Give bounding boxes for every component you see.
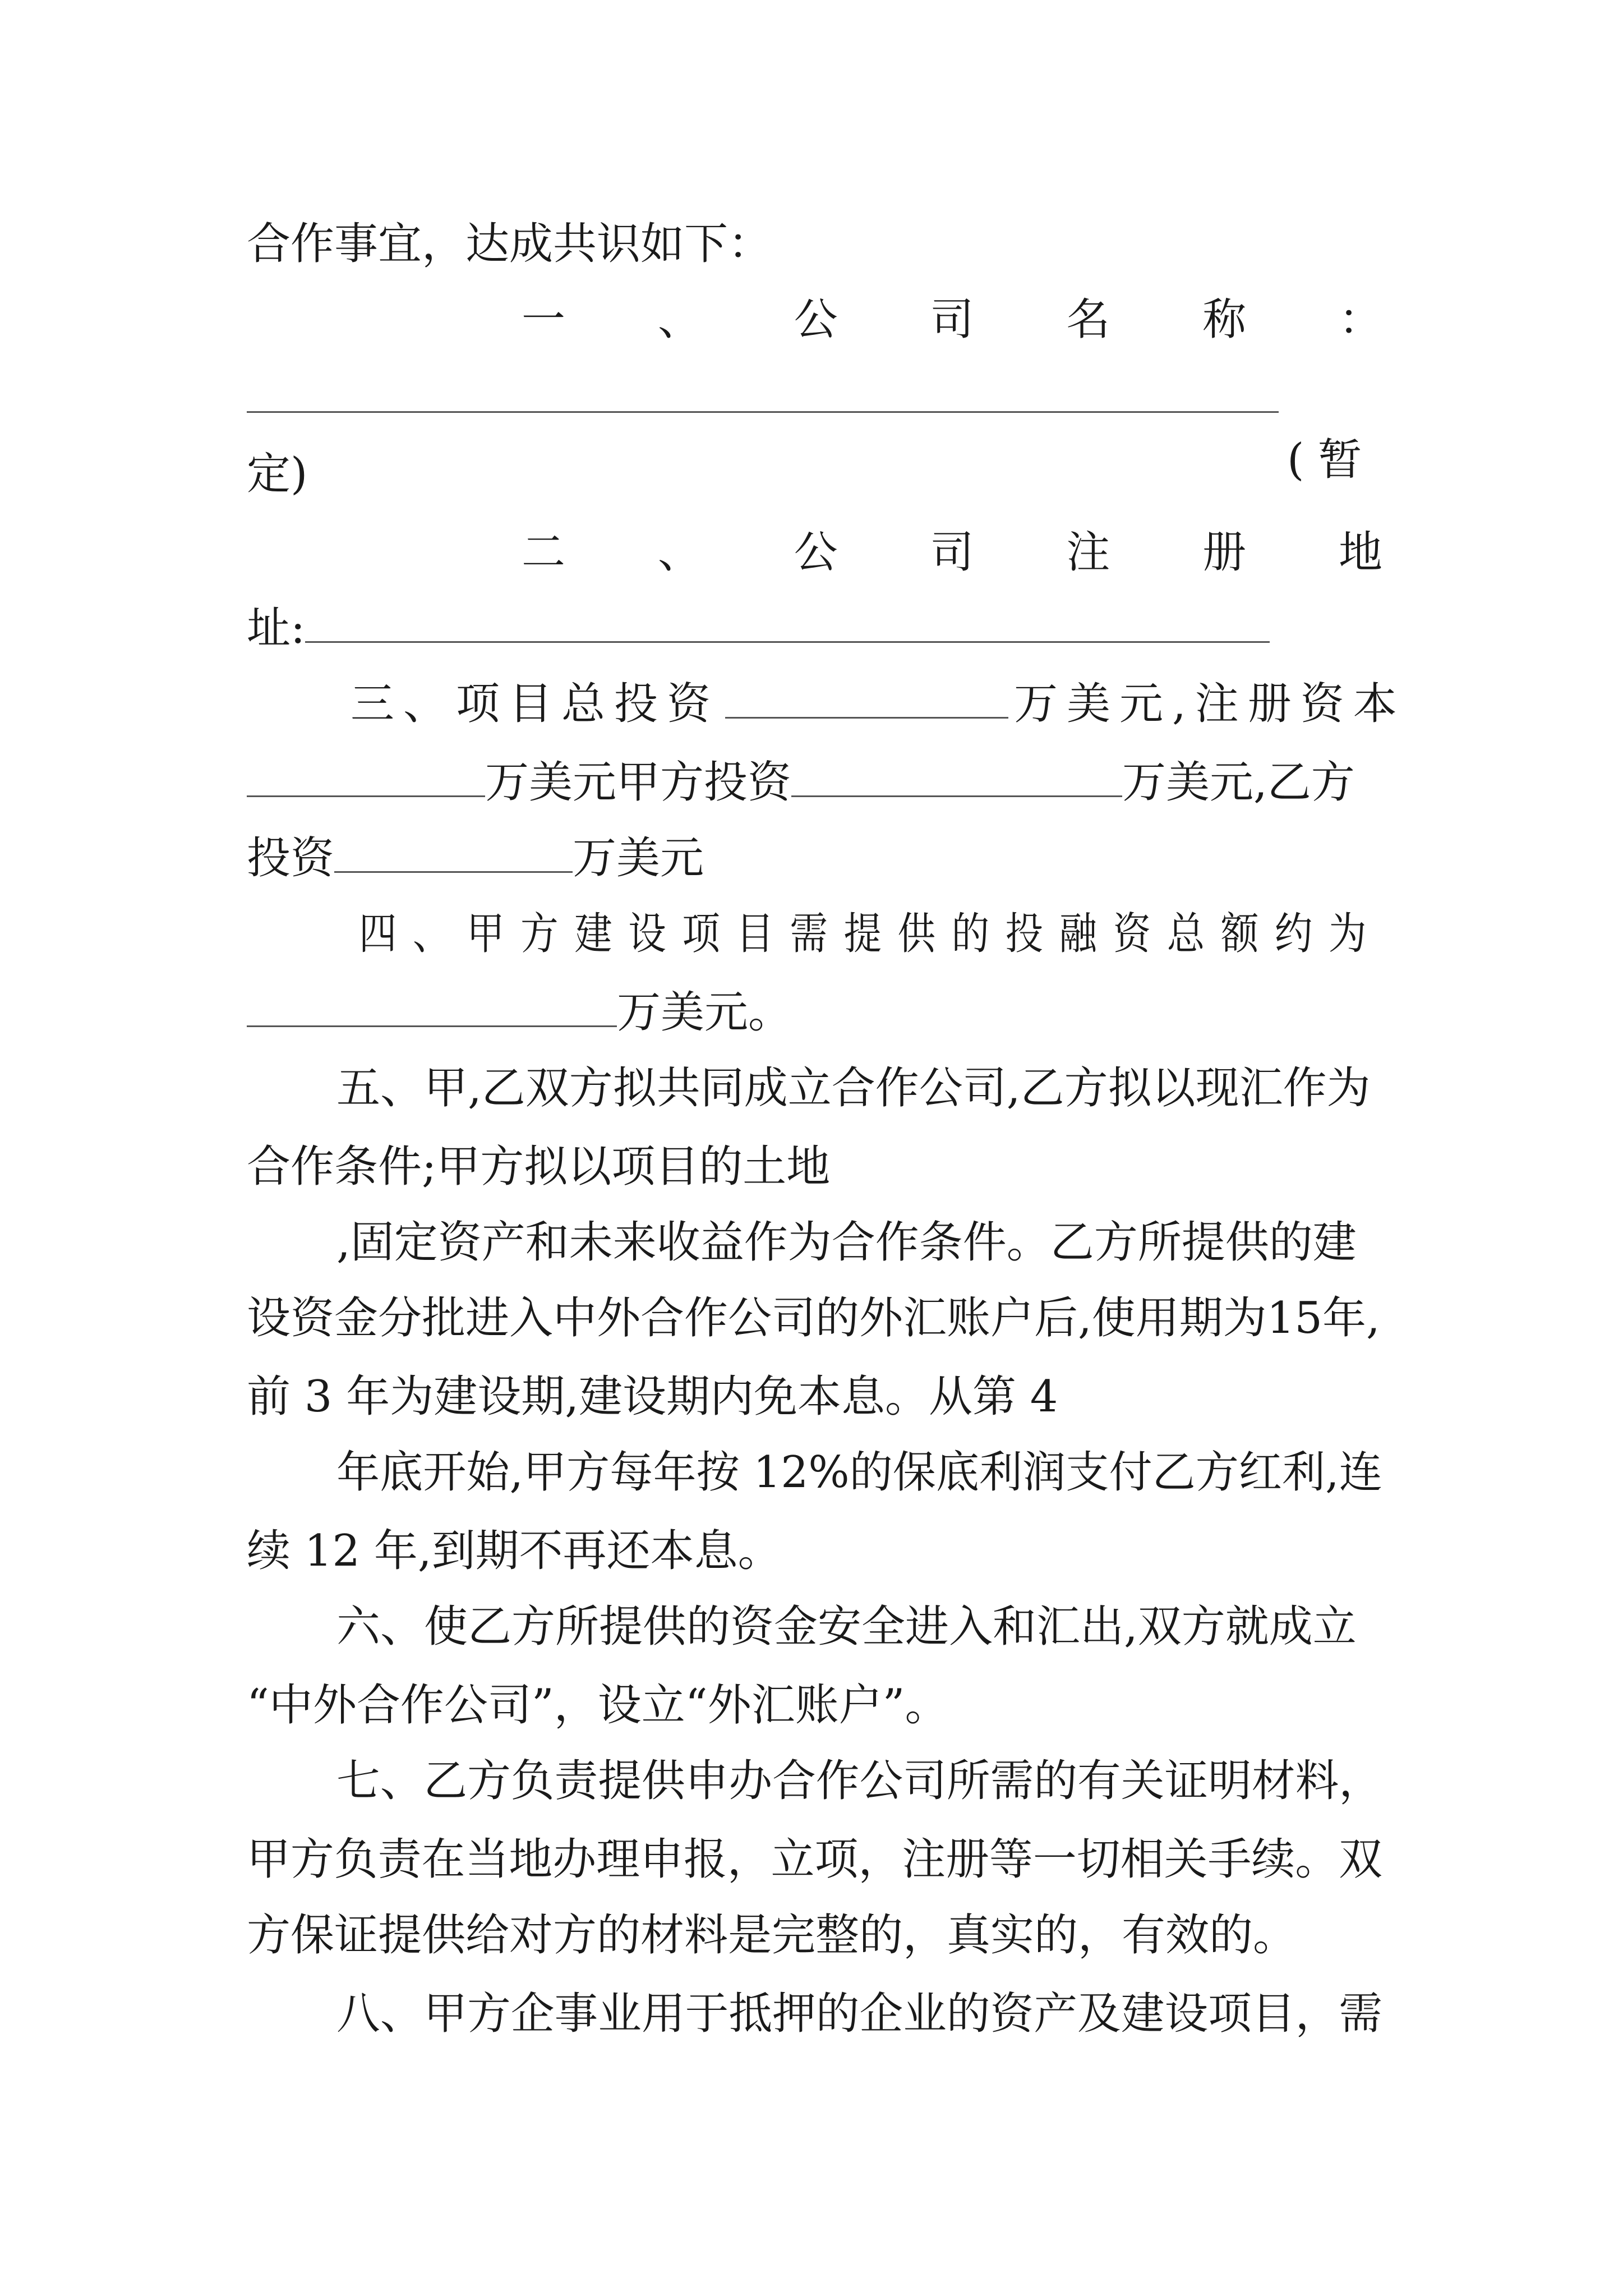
section-4-line-2 [247,982,792,1043]
section-5-line-4: 设资金分批进入中外合作公司的外汇账户后,使用期为15年, [247,1293,1380,1343]
section-5-line-5: 前 3 年为建设期,建设期内免本息。从第 4 [247,1372,1058,1422]
heading-char: 司 [930,295,974,345]
heading-char: 公 [794,295,838,345]
section-2-heading [522,522,1382,583]
section-5-line-2: 合作条件;甲方拟以项目的土地 [247,1142,831,1192]
heading-char: 地 [1338,527,1382,578]
heading-char: 称 [1202,295,1247,345]
heading-char: 司 [930,527,974,578]
text-line-4: 定) [247,449,308,499]
section-3-line-3 [247,827,704,889]
section-3-line-2 [247,752,1355,813]
section-4-line-1: 四、甲方建设项目需提供的投融资总额约为 [359,909,1383,959]
section-3-line-1 [351,673,1406,735]
section-8-line-1: 八、甲方企事业用于抵押的企业的资产及建设项目，需 [336,1989,1383,2039]
heading-char: 、 [657,295,702,345]
section-3-text-f: 万美元 [573,833,704,884]
address-blank [305,602,1270,643]
section-5-line-3: ,固定资产和未来收益作为合作条件。乙方所提供的建 [336,1217,1357,1268]
section-7-line-1: 七、乙方负责提供申办合作公司所需的有关证明材料， [336,1756,1383,1806]
financing-total-blank [247,986,617,1027]
company-name-tail [1287,429,1382,491]
heading-char: 册 [1202,527,1247,578]
heading-char: 二 [522,527,566,578]
section-5-line-1: 五、甲,乙双方拟共同成立合作公司,乙方拟以现汇作为 [336,1063,1371,1114]
party-a-investment-blank [791,756,1122,797]
section-3-text-c: 万美元甲方投资 [485,757,792,808]
address-line [247,597,1270,659]
company-name-blank [247,372,1279,413]
registered-capital-blank [247,756,485,797]
company-name-blank-line [247,367,1362,485]
party-b-investment-blank [334,832,573,873]
address-label: 址: [247,603,306,654]
heading-char: ： [1338,295,1382,345]
section-6-line-1: 六、使乙方所提供的资金安全进入和汇出,双方就成立 [336,1602,1357,1652]
section-3-text-d: 万美元,乙方 [1122,757,1355,808]
heading-char: 一 [522,295,566,345]
section-5-line-6: 年底开始,甲方每年按 12%的保底利润支付乙方红利,连 [336,1447,1382,1498]
section-4-text: 万美元。 [617,987,792,1038]
tail-text: ( 暂 [1287,435,1362,485]
heading-char: 注 [1066,527,1110,578]
total-investment-blank [725,678,1008,719]
section-3-text-a: 三、项目总投资 [351,679,720,729]
section-3-text-e: 投资 [247,833,335,884]
heading-char: 公 [794,527,838,578]
section-6-line-2: “中外合作公司”，设立“外汇账户”。 [247,1680,949,1731]
section-1-heading [522,289,1382,351]
section-7-line-2: 甲方负责在当地办理申报，立项，注册等一切相关手续。双 [247,1834,1383,1885]
heading-char: 、 [657,527,702,578]
section-3-text-b: 万美元,注册资本 [1014,679,1406,729]
section-7-line-3: 方保证提供给对方的材料是完整的，真实的，有效的。 [247,1910,1297,1961]
section-5-line-7: 续 12 年,到期不再还本息。 [247,1526,782,1576]
heading-char: 名 [1066,295,1110,345]
text-line-1: 合作事宜，达成共识如下： [247,219,772,269]
